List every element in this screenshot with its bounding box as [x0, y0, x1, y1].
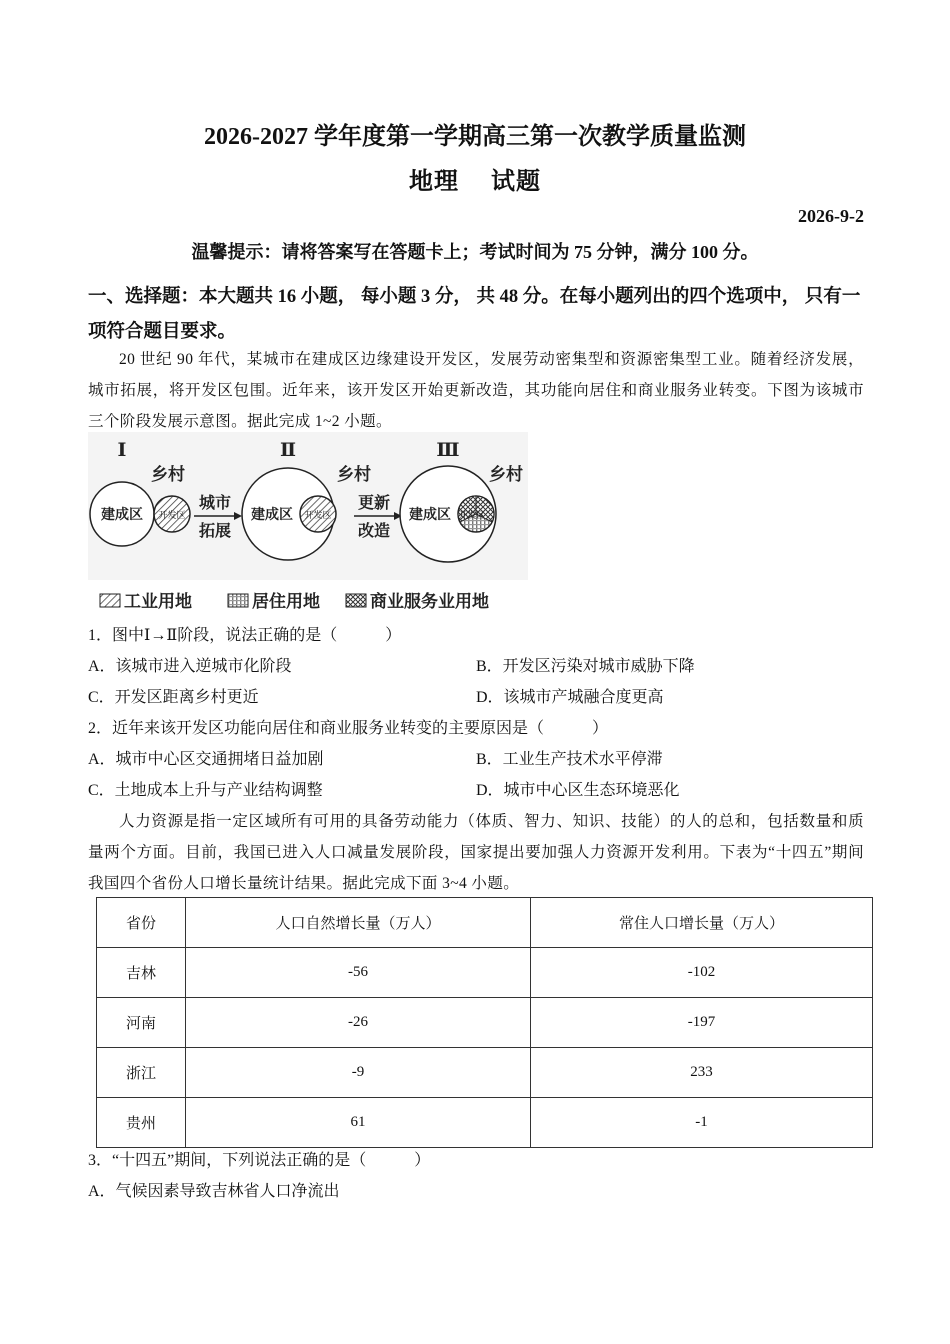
rural-label-2: 乡村	[337, 465, 371, 484]
dev-zone-label-2: 开发区	[304, 510, 332, 520]
rural-label-3: 乡村	[489, 465, 523, 484]
question-3-stem: 3．“十四五”期间，下列说法正确的是（ ）	[88, 1152, 431, 1169]
dev-zone-label-1: 开发区	[158, 510, 186, 520]
table-row	[97, 948, 873, 998]
question-1-option-d: D．该城市产城融合度更高	[476, 689, 664, 706]
table-cell: -9	[186, 1048, 531, 1098]
question-2-stem: 2．近年来该开发区功能向居住和商业服务业转变的主要原因是（ ）	[88, 720, 609, 737]
table-cell: 贵州	[97, 1098, 186, 1148]
built-area-label-2: 建成区	[251, 508, 293, 523]
passage-2: 人力资源是指一定区域所有可用的具备劳动能力（体质、智力、知识、技能）的人的总和，包括数量和质量两个方面。目前，我国已进入人口减量发展阶段，国家提出要加强人力资源开发利用。下表为“十四五”期间我国四个省份人口增长量统计结果。据此完成下面 3~4 小题。	[88, 813, 864, 892]
rural-label-1: 乡村	[151, 465, 185, 484]
question-2-option-d: D．城市中心区生态环境恶化	[476, 782, 680, 799]
arrow-1-label-bottom: 拓展	[198, 523, 232, 540]
built-area-label-1: 建成区	[101, 508, 143, 523]
stage-3-label: Ⅲ	[436, 440, 460, 461]
question-1-option-a: A．该城市进入逆城市化阶段	[88, 658, 292, 675]
table-cell: -197	[531, 998, 873, 1048]
question-1-option-b: B．开发区污染对城市威胁下降	[476, 658, 695, 675]
table-cell: 61	[186, 1098, 531, 1148]
legend-commercial-label: 商业服务业用地	[370, 592, 489, 611]
table-cell: -26	[186, 998, 531, 1048]
stage-1-label: Ⅰ	[117, 440, 127, 461]
section-heading: 一、选择题：本大题共 16 小题， 每小题 3 分， 共 48 分。在每小题列出的四个选项中， 只有一项符合题目要求。	[88, 287, 861, 342]
question-2-option-b: B．工业生产技术水平停滞	[476, 751, 663, 768]
table-cell: 浙江	[97, 1048, 186, 1098]
exam-tip: 温馨提示：请将答案写在答题卡上；考试时间为 75 分钟，满分 100 分。	[191, 242, 759, 262]
passage-1: 20 世纪 90 年代，某城市在建成区边缘建设开发区，发展劳动密集型和资源密集型工业。随着经济发展，城市拓展，将开发区包围。近年来，该开发区开始更新改造，其功能向居住和商业服务业转变。下图为该城市三个阶段发展示意图。据此完成 1~2 小题。	[88, 351, 864, 430]
legend-industrial-swatch	[100, 594, 120, 607]
table-cell: -102	[531, 948, 873, 998]
table-row	[97, 1048, 873, 1098]
table-row	[97, 1098, 873, 1148]
legend-residential-swatch	[228, 594, 248, 607]
table-header-cell: 人口自然增长量（万人）	[186, 898, 531, 948]
question-2-option-c: C．土地成本上升与产业结构调整	[88, 782, 323, 799]
built-area-label-3: 建成区	[409, 508, 451, 523]
table-header-cell: 省份	[97, 898, 186, 948]
exam-subject: 地理 试题	[409, 169, 541, 195]
table-cell: 233	[531, 1048, 873, 1098]
question-3-option-a: A．气候因素导致吉林省人口净流出	[88, 1183, 340, 1200]
exam-title: 2026-2027 学年度第一学期高三第一次教学质量监测	[204, 124, 746, 150]
population-growth-table	[96, 897, 873, 1148]
table-cell: -56	[186, 948, 531, 998]
table-row	[97, 998, 873, 1048]
table-cell: -1	[531, 1098, 873, 1148]
stage-2-label: Ⅱ	[279, 440, 297, 461]
city-development-figure	[88, 432, 528, 617]
arrow-2-label-top: 更新	[357, 495, 391, 512]
question-1-stem: 1．图中Ⅰ→Ⅱ阶段，说法正确的是（ ）	[88, 627, 402, 644]
legend-commercial-swatch	[346, 594, 366, 607]
legend-residential-label: 居住用地	[252, 592, 320, 611]
table-cell: 吉林	[97, 948, 186, 998]
legend-industrial-label: 工业用地	[124, 592, 192, 611]
question-2-option-a: A．城市中心区交通拥堵日益加剧	[88, 751, 324, 768]
arrow-1-label-top: 城市	[198, 495, 232, 512]
arrow-2-label-bottom: 改造	[357, 523, 391, 540]
exam-date: 2026-9-2	[798, 206, 864, 226]
table-cell: 河南	[97, 998, 186, 1048]
question-1-option-c: C．开发区距离乡村更近	[88, 689, 259, 706]
dev-zone-label-3: 开发区	[458, 510, 486, 520]
table-header-cell: 常住人口增长量（万人）	[531, 898, 873, 948]
table-header-row	[97, 898, 873, 948]
